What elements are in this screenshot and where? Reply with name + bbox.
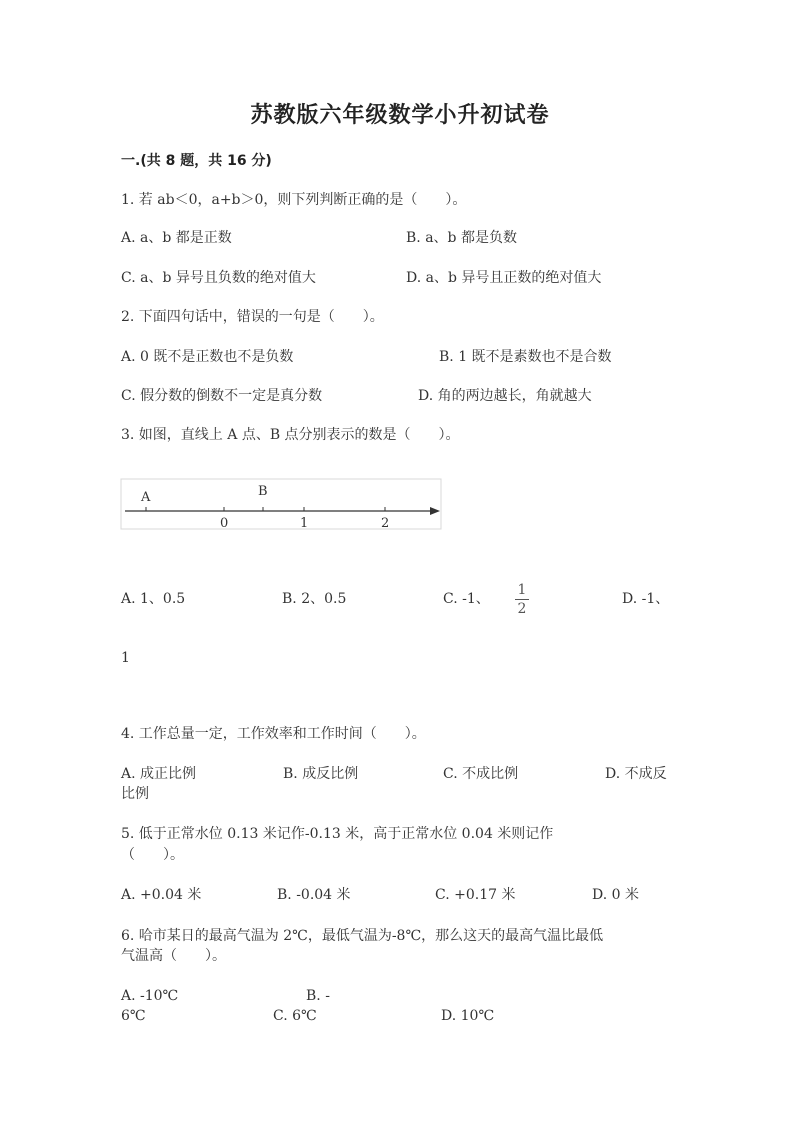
question-4-option-b: B. 成反比例 <box>283 766 359 782</box>
number-line-figure <box>120 478 445 536</box>
fraction-denominator: 2 <box>517 601 527 617</box>
tick-label-1: 1 <box>300 516 309 531</box>
question-6-option-d: D. 10℃ <box>441 1008 495 1024</box>
question-6-option-b: B. - <box>306 988 330 1004</box>
question-1-option-a: A. a、b 都是正数 <box>121 230 232 246</box>
question-2-option-b: B. 1 既不是素数也不是合数 <box>439 349 612 365</box>
question-3-option-c: C. -1、 <box>443 591 490 607</box>
question-6-stem: 6. 哈市某日的最高气温为 2℃，最低气温为-8℃，那么这天的最高气温比最低 <box>121 928 604 944</box>
question-2-option-d: D. 角的两边越长，角就越大 <box>418 388 592 404</box>
tick-label-2: 2 <box>381 516 390 531</box>
question-4-option-c: C. 不成比例 <box>443 766 519 782</box>
question-4-option-d-wrap: 比例 <box>121 786 149 802</box>
point-b-label: B <box>258 484 268 499</box>
exam-title: 苏教版六年级数学小升初试卷 <box>250 103 550 128</box>
question-2-option-c: C. 假分数的倒数不一定是真分数 <box>121 388 323 404</box>
question-1-stem: 1. 若 ab＜0，a+b＞0，则下列判断正确的是（ ）。 <box>121 192 467 208</box>
question-1-option-d: D. a、b 异号且正数的绝对值大 <box>406 270 602 286</box>
question-5-stem-line-2: （ ）。 <box>121 847 184 863</box>
question-5-stem: 5. 低于正常水位 0.13 米记作-0.13 米，高于正常水位 0.04 米则记作 <box>121 826 554 842</box>
question-6-stem-line-2: 气温高（ ）。 <box>121 948 226 964</box>
question-6-option-c: C. 6℃ <box>273 1008 317 1024</box>
fraction-one-half <box>513 582 531 617</box>
question-6-option-b-wrap: 6℃ <box>121 1008 146 1024</box>
point-a-label: A <box>141 490 151 505</box>
tick-label-0: 0 <box>220 516 229 531</box>
question-5-option-c: C. +0.17 米 <box>435 887 516 903</box>
figure-frame <box>121 479 441 529</box>
question-4-option-d: D. 不成反 <box>605 766 667 782</box>
fraction-bar <box>515 599 529 600</box>
question-5-option-b: B. -0.04 米 <box>277 887 351 903</box>
section-header: 一.(共 8 题，共 16 分) <box>121 153 272 169</box>
question-5-option-a: A. +0.04 米 <box>121 887 202 903</box>
question-2-option-a: A. 0 既不是正数也不是负数 <box>121 349 294 365</box>
question-3-stem: 3. 如图，直线上 A 点、B 点分别表示的数是（ ）。 <box>121 427 460 443</box>
question-5-option-d: D. 0 米 <box>592 887 639 903</box>
question-2-stem: 2. 下面四句话中，错误的一句是（ ）。 <box>121 309 384 325</box>
question-3-option-b: B. 2、0.5 <box>282 591 347 607</box>
question-3-option-d: D. -1、 <box>622 591 670 607</box>
question-1-option-c: C. a、b 异号且负数的绝对值大 <box>121 270 316 286</box>
question-3-option-a: A. 1、0.5 <box>121 591 186 607</box>
question-4-stem: 4. 工作总量一定，工作效率和工作时间（ ）。 <box>121 726 426 742</box>
fraction-numerator: 1 <box>517 582 527 598</box>
question-3-option-d-wrap: 1 <box>121 650 130 666</box>
question-6-option-a: A. -10℃ <box>121 988 179 1004</box>
question-1-option-b: B. a、b 都是负数 <box>406 230 517 246</box>
question-4-option-a: A. 成正比例 <box>121 766 197 782</box>
